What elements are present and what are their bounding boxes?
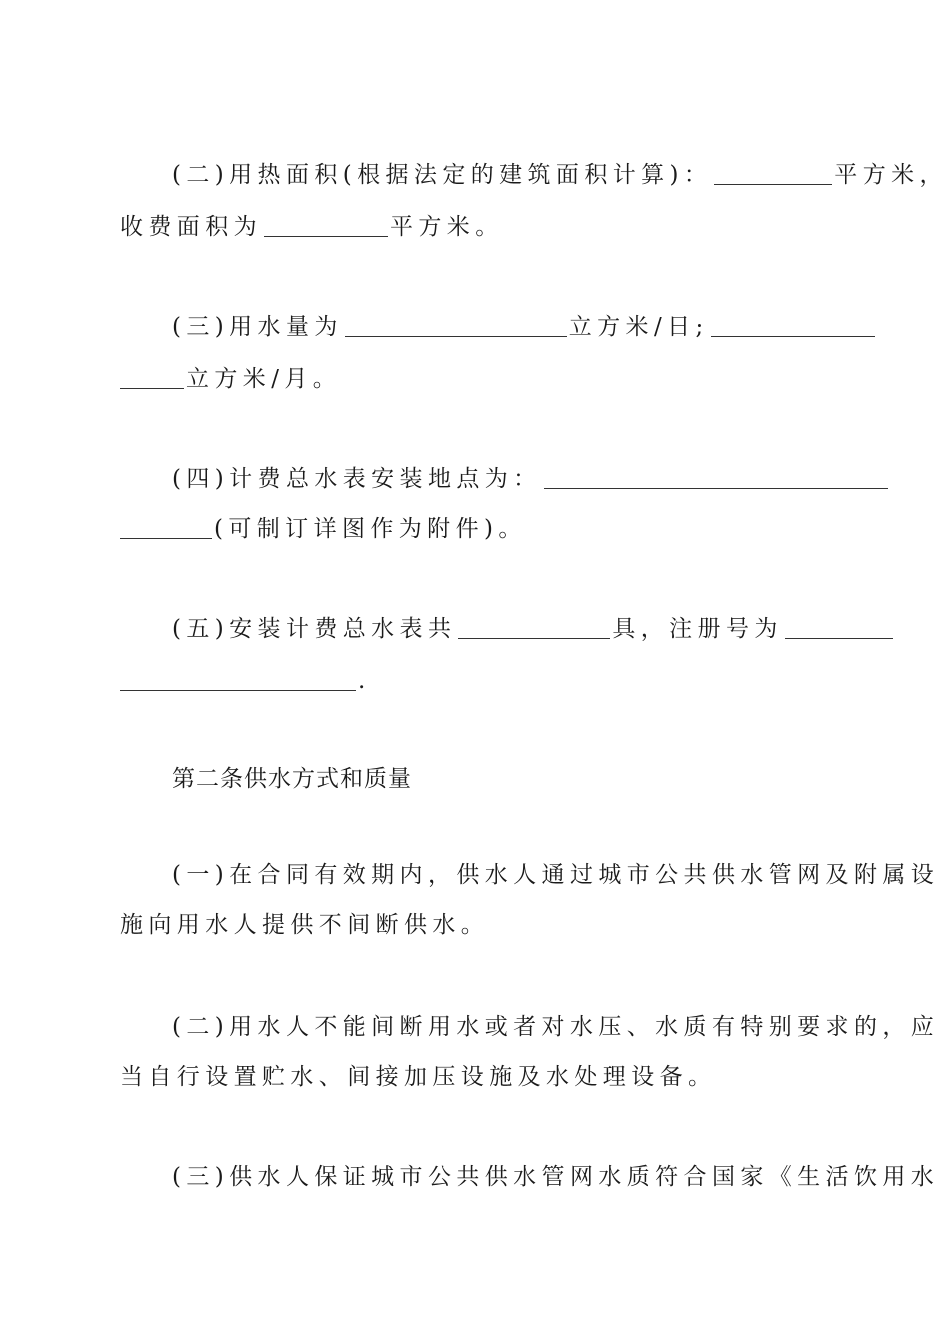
- art2-clause1-line2: 施向用水人提供不间断供水。: [120, 912, 490, 938]
- monthly-volume-unit: 立方米/月。: [186, 366, 342, 392]
- meter-location-blank-part2[interactable]: [120, 516, 212, 539]
- meter-location-label: (四)计费总水表安装地点为：: [172, 466, 542, 492]
- art2-clause2-line1: (二)用水人不能间断用水或者对水压、水质有特别要求的，应: [172, 1014, 940, 1040]
- meter-location-note: (可制订详图作为附件)。: [214, 516, 527, 542]
- heating-area-line-2: [120, 212, 504, 242]
- meter-location-line-2: [120, 514, 527, 544]
- heating-area-blank[interactable]: [714, 162, 832, 185]
- registration-end: .: [358, 668, 371, 694]
- water-volume-label: (三)用水量为: [172, 314, 343, 340]
- meter-count-blank[interactable]: [458, 616, 610, 639]
- water-volume-line-2: [120, 364, 341, 394]
- charge-area-label: 收费面积为: [120, 214, 262, 240]
- charge-area-blank[interactable]: [264, 214, 388, 237]
- registration-blank-part1[interactable]: [785, 616, 893, 639]
- art2-clause2-line2: 当自行设置贮水、间接加压设施及水处理设备。: [120, 1064, 717, 1090]
- meter-count-label: (五)安装计费总水表共: [172, 616, 457, 642]
- meter-location-line-1: [172, 464, 890, 494]
- heating-area-unit: 平方米，: [834, 162, 948, 188]
- article-2-heading: 第二条供水方式和质量: [172, 766, 412, 792]
- meter-count-line-1: [172, 614, 895, 644]
- art2-clause1-line1: (一)在合同有效期内，供水人通过城市公共供水管网及附属设: [172, 862, 940, 888]
- daily-volume-unit: 立方米/日;: [568, 314, 709, 340]
- water-volume-line-1: [172, 312, 877, 342]
- art2-clause3-line1: (三)供水人保证城市公共供水管网水质符合国家《生活饮用水: [172, 1164, 940, 1190]
- heating-area-line-1: [172, 160, 948, 190]
- meter-count-line-2: [120, 666, 371, 696]
- registration-label: 具，注册号为: [612, 616, 783, 642]
- monthly-volume-blank-part2[interactable]: [120, 366, 184, 389]
- charge-area-unit: 平方米。: [390, 214, 504, 240]
- meter-location-blank-part1[interactable]: [544, 466, 888, 489]
- registration-blank-part2[interactable]: [120, 668, 356, 691]
- daily-volume-blank[interactable]: [345, 314, 567, 337]
- monthly-volume-blank-part1[interactable]: [711, 314, 875, 337]
- heating-area-label: (二)用热面积(根据法定的建筑面积计算)：: [172, 162, 713, 188]
